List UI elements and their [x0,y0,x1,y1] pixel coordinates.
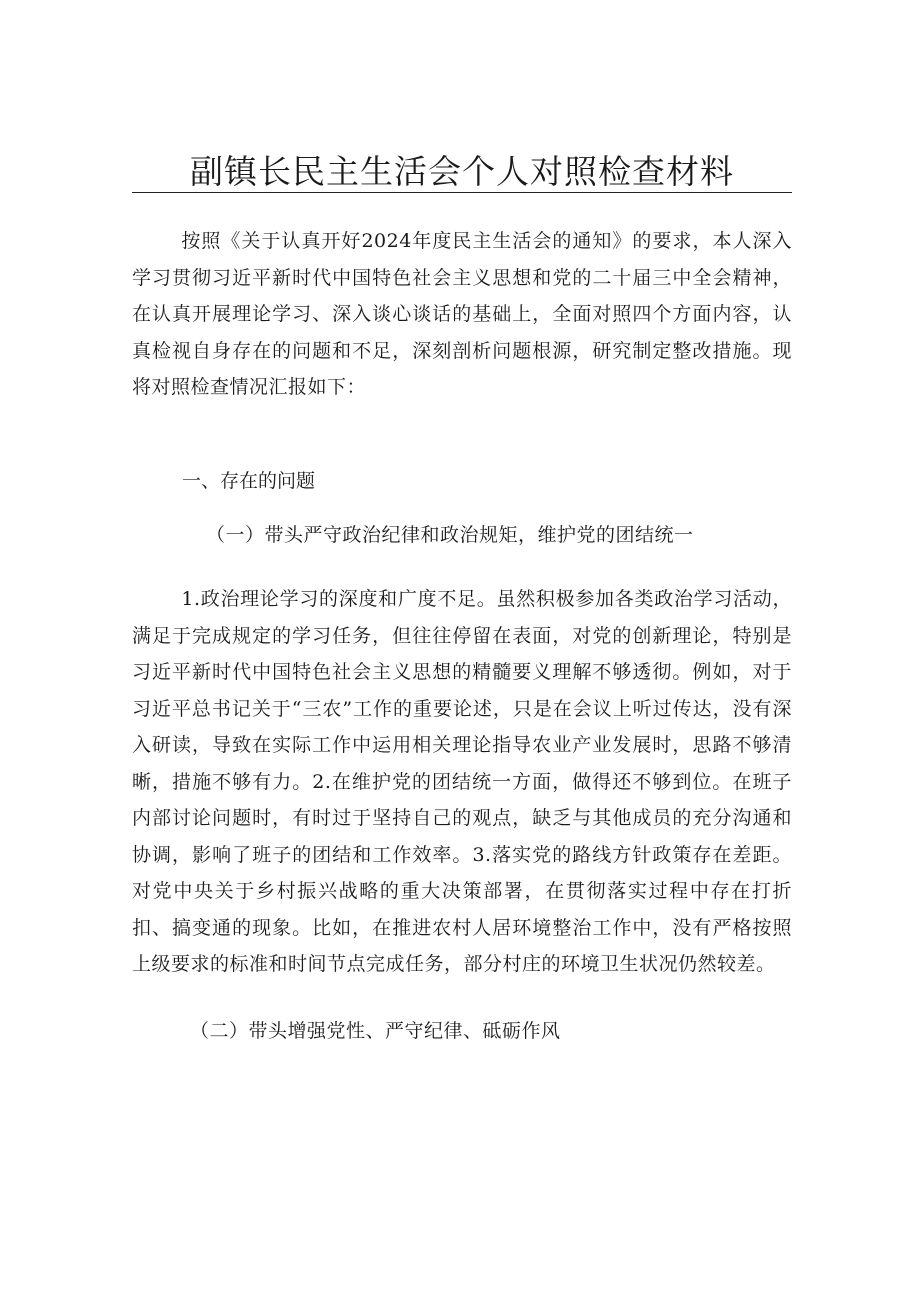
intro-paragraph: 按照《关于认真开好2024年度民主生活会的通知》的要求，本人深入学习贯彻习近平新时代中国特色社会主义思想和党的二十届三中全会精神，在认真开展理论学习、深入谈心谈话的基础上，全面对照四个方面内容，认真检视自身存在的问题和不足，深刻剖析问题根源，研究制定整改措施。现将对照检查情况汇报如下： [132,230,792,398]
document-title: 副镇长民主生活会个人对照检查材料 [190,152,734,191]
subsection-heading-political-discipline: （一）带头严守政治纪律和政治规矩，维护党的团结统一 [206,524,694,546]
subsection-heading-party-spirit: （二）带头增强党性、严守纪律、砥砺作风 [190,1020,561,1042]
section-heading-problems: 一、存在的问题 [182,470,316,492]
title-underline [132,192,792,193]
subsection-1-paragraph: 1.政治理论学习的深度和广度不足。虽然积极参加各类政治学习活动，满足于完成规定的学习任务，但往往停留在表面，对党的创新理论，特别是习近平新时代中国特色社会主义思想的精髓要义理解不够透彻。例如，对于习近平总书记关于“三农”工作的重要论述，只是在会议上听过传达，没有深入研读，导致在实际工作中运用相关理论指导农业产业发展时，思路不够清晰，措施不够有力。2.在维护党的团结统一方面，做得还不够到位。在班子内部讨论问题时，有时过于坚持自己的观点，缺乏与其他成员的充分沟通和协调，影响了班子的团结和工作效率。3.落实党的路线方针政策存在差距。对党中央关于乡村振兴战略的重大决策部署，在贯彻落实过程中存在打折扣、搞变通的现象。比如，在推进农村人居环境整治工作中，没有严格按照上级要求的标准和时间节点完成任务，部分村庄的环境卫生状况仍然较差。 [132,588,792,975]
